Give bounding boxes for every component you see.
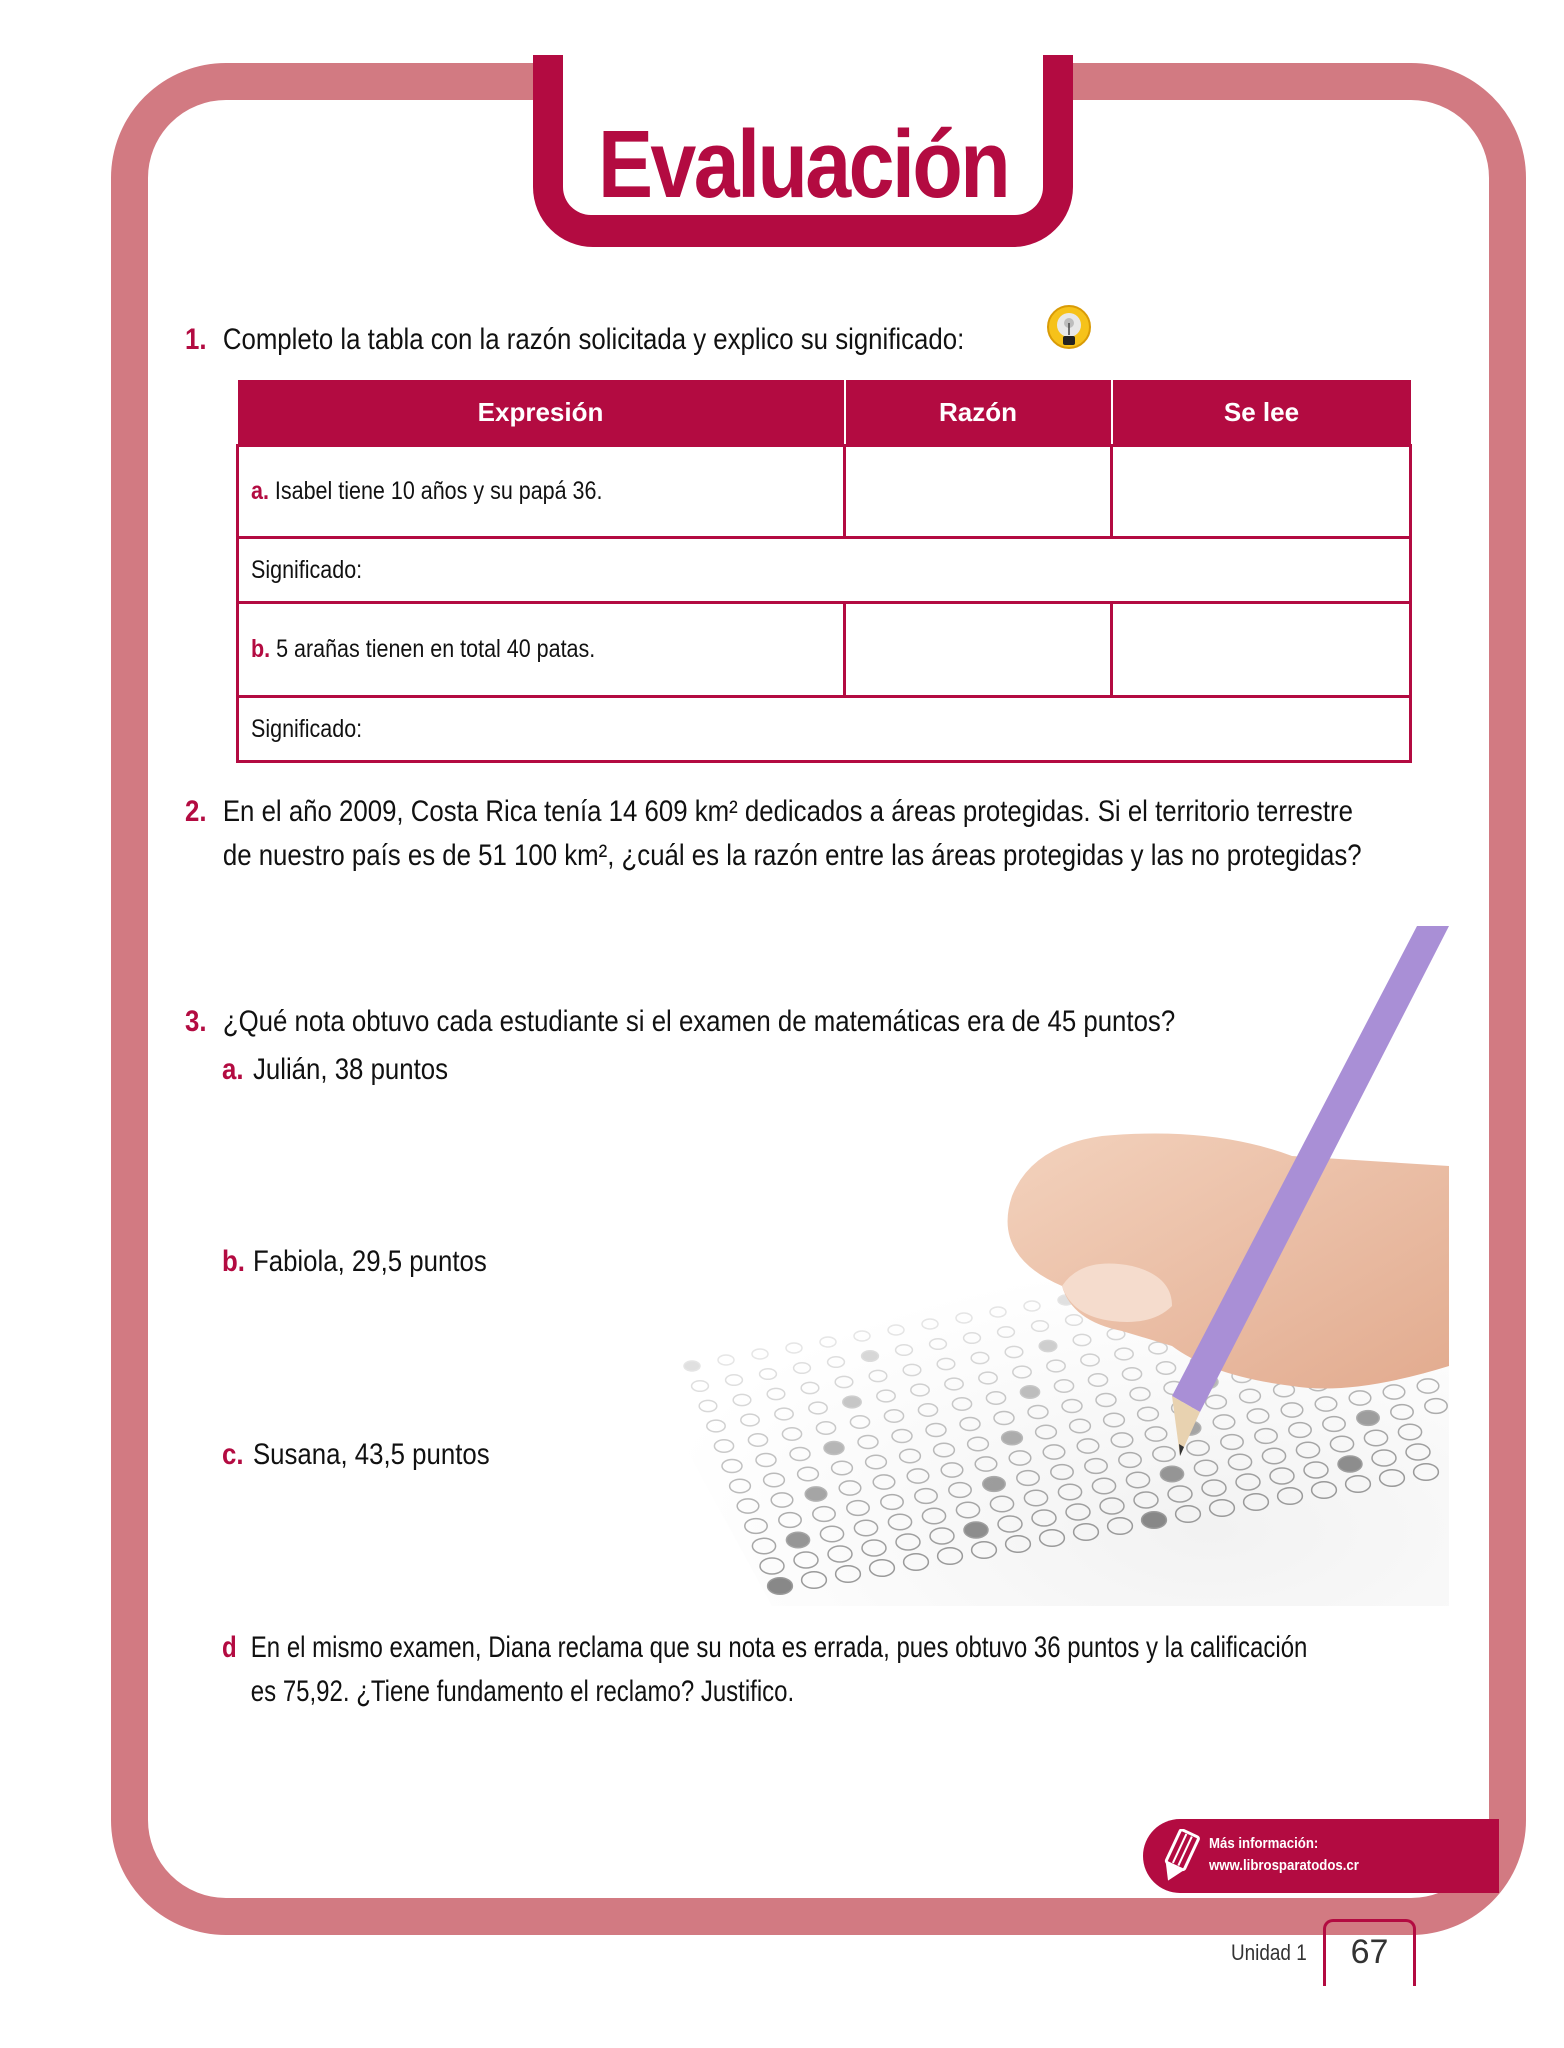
expression-text: 5 arañas tienen en total 40 patas. <box>276 635 596 663</box>
question-1 <box>185 318 964 362</box>
answer-bubble <box>768 1578 793 1595</box>
ratio-answer-cell[interactable] <box>845 446 1112 538</box>
expression-text: Isabel tiene 10 años y su papá 36. <box>274 477 603 505</box>
expression-cell <box>238 446 845 538</box>
column-header-razon: Razón <box>845 380 1112 446</box>
question-text: ¿Qué nota obtuvo cada estudiante si el examen de matemáticas era de 45 puntos? <box>222 1005 1176 1038</box>
meaning-label: Significado: <box>251 714 363 743</box>
question-text: Completo la tabla con la razón solicitada y explico su significado: <box>222 323 965 356</box>
sub-question-b <box>222 1240 487 1284</box>
sub-question-c <box>222 1433 490 1477</box>
ratio-table <box>236 380 1412 763</box>
ratio-answer-cell[interactable] <box>845 603 1112 697</box>
answer-bubble <box>1142 1512 1167 1529</box>
answer-bubble <box>862 1351 879 1362</box>
item-label: a. <box>222 1053 244 1086</box>
answer-bubble <box>1020 1386 1039 1398</box>
more-info-link[interactable]: www.librosparatodos.cr <box>1209 1857 1359 1874</box>
page-number: 67 <box>1323 1919 1416 1986</box>
row-label: b. <box>251 635 271 663</box>
pencil-icon <box>1157 1829 1201 1885</box>
answer-bubble <box>786 1532 809 1547</box>
meaning-cell[interactable] <box>238 697 1411 762</box>
answer-bubble <box>964 1522 988 1538</box>
expression-cell <box>238 603 845 697</box>
page-title: Evaluación <box>597 111 1009 218</box>
question-text-line-1: En el año 2009, Costa Rica tenía 14 609 km² dedicados a áreas protegidas. Si el territorio terrestre <box>222 795 1353 828</box>
meaning-cell[interactable] <box>238 538 1411 603</box>
table-row <box>238 697 1411 762</box>
question-number: 2. <box>185 795 207 828</box>
unit-label: Unidad 1 <box>1231 1940 1307 1965</box>
table-row <box>238 603 1411 697</box>
question-text-line-2: de nuestro país es de 51 100 km², ¿cuál es la razón entre las áreas protegidas y las no protegidas? <box>222 839 1362 872</box>
item-text: Fabiola, 29,5 puntos <box>252 1245 487 1278</box>
answer-bubble <box>843 1396 861 1408</box>
answer-bubble <box>1338 1456 1362 1472</box>
answer-bubble <box>1039 1340 1057 1351</box>
lightbulb-icon <box>1045 305 1093 355</box>
answer-bubble <box>805 1487 827 1501</box>
row-label: a. <box>251 477 269 505</box>
more-info-banner[interactable] <box>1143 1819 1499 1893</box>
item-text: Julián, 38 puntos <box>252 1053 449 1086</box>
column-header-expresion: Expresión <box>238 380 845 446</box>
reading-answer-cell[interactable] <box>1112 603 1411 697</box>
table-row <box>238 538 1411 603</box>
reading-answer-cell[interactable] <box>1112 446 1411 538</box>
sub-question-a <box>222 1048 448 1092</box>
answer-bubble <box>1357 1411 1379 1426</box>
answer-bubble <box>684 1361 700 1371</box>
question-2 <box>185 790 1415 878</box>
more-info-text <box>1209 1833 1359 1877</box>
item-text-line-2: es 75,92. ¿Tiene fundamento el reclamo? Justifico. <box>250 1675 795 1708</box>
title-tab <box>533 55 1073 247</box>
question-3 <box>185 1000 1175 1044</box>
item-label: c. <box>222 1438 244 1471</box>
answer-bubble <box>1002 1431 1023 1445</box>
meaning-label: Significado: <box>251 555 363 584</box>
answer-bubble <box>983 1477 1005 1492</box>
column-header-se-lee: Se lee <box>1112 380 1411 446</box>
table-row <box>238 446 1411 538</box>
item-label: d <box>222 1631 237 1664</box>
item-text-line-1: En el mismo examen, Diana reclama que su nota es errada, pues obtuvo 36 puntos y la calificación <box>250 1631 1308 1664</box>
item-text: Susana, 43,5 puntos <box>252 1438 490 1471</box>
sub-question-d <box>222 1626 1307 1714</box>
table-header-row <box>238 380 1411 446</box>
question-number: 1. <box>185 323 207 356</box>
item-label: b. <box>222 1245 245 1278</box>
question-number: 3. <box>185 1005 207 1038</box>
answer-bubble <box>824 1442 844 1455</box>
title-tab-inner <box>563 55 1043 218</box>
more-info-label: Más información: <box>1209 1835 1319 1852</box>
answer-bubble <box>1160 1466 1183 1481</box>
